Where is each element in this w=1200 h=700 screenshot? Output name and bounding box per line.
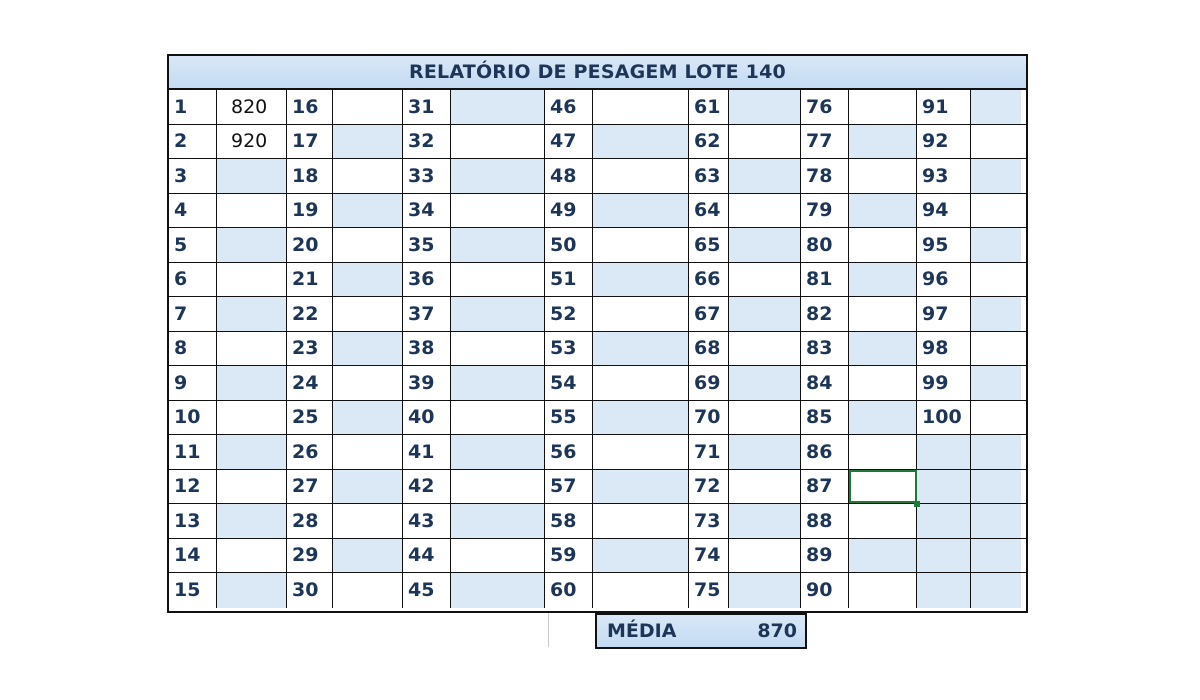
cell-weight[interactable] (729, 90, 801, 124)
cell-weight[interactable] (729, 504, 801, 538)
cell-weight[interactable]: 920 (217, 125, 287, 159)
cell-weight[interactable] (593, 332, 689, 366)
cell-number[interactable]: 22 (287, 297, 333, 331)
average-label: MÉDIA (607, 620, 677, 642)
cell-number[interactable]: 38 (403, 332, 451, 366)
cell-number[interactable]: 88 (801, 504, 849, 538)
cell-number[interactable]: 55 (545, 401, 593, 435)
cell-weight[interactable] (217, 366, 287, 400)
cell-weight[interactable] (729, 159, 801, 193)
cell-number[interactable]: 3 (169, 159, 217, 193)
cell-number[interactable]: 98 (917, 332, 971, 366)
weighing-report-sheet (167, 54, 1028, 613)
cell-number[interactable]: 47 (545, 125, 593, 159)
cell-number[interactable]: 39 (403, 366, 451, 400)
cell-number[interactable]: 16 (287, 90, 333, 124)
cell-weight[interactable] (333, 263, 403, 297)
cell-number[interactable] (917, 539, 971, 573)
cell-weight[interactable] (971, 366, 1021, 400)
cell-weight[interactable] (729, 435, 801, 469)
cell-weight[interactable] (451, 194, 545, 228)
table-row (169, 332, 1026, 367)
selected-cell[interactable] (849, 470, 917, 504)
cell-number[interactable]: 79 (801, 194, 849, 228)
table-row (169, 435, 1026, 470)
cell-weight[interactable] (971, 539, 1021, 573)
cell-weight[interactable] (593, 125, 689, 159)
cell-weight[interactable] (729, 125, 801, 159)
cell-weight[interactable] (333, 297, 403, 331)
cell-weight[interactable] (971, 263, 1021, 297)
cell-number[interactable]: 7 (169, 297, 217, 331)
cell-weight[interactable] (971, 194, 1021, 228)
cell-number[interactable]: 32 (403, 125, 451, 159)
cell-number[interactable]: 52 (545, 297, 593, 331)
cell-number[interactable]: 15 (169, 573, 217, 608)
cell-number[interactable]: 51 (545, 263, 593, 297)
cell-weight[interactable] (729, 366, 801, 400)
average-value: 870 (757, 620, 797, 642)
cell-number[interactable]: 97 (917, 297, 971, 331)
cell-number[interactable]: 5 (169, 228, 217, 262)
cell-number[interactable]: 96 (917, 263, 971, 297)
cell-weight[interactable] (333, 90, 403, 124)
cell-number[interactable]: 89 (801, 539, 849, 573)
cell-number[interactable]: 64 (689, 194, 729, 228)
cell-number[interactable]: 20 (287, 228, 333, 262)
cell-weight[interactable] (729, 297, 801, 331)
cell-weight[interactable] (217, 297, 287, 331)
cell-number[interactable]: 33 (403, 159, 451, 193)
cell-weight[interactable] (451, 573, 545, 608)
cell-weight[interactable] (971, 470, 1021, 504)
cell-number[interactable]: 95 (917, 228, 971, 262)
average-summary (595, 613, 807, 649)
cell-weight[interactable] (729, 194, 801, 228)
cell-weight[interactable] (849, 228, 917, 262)
cell-weight[interactable] (333, 573, 403, 608)
cell-weight[interactable] (729, 573, 801, 608)
cell-number[interactable]: 41 (403, 435, 451, 469)
cell-weight[interactable] (849, 435, 917, 469)
cell-number[interactable]: 81 (801, 263, 849, 297)
cell-number[interactable]: 94 (917, 194, 971, 228)
cell-weight[interactable] (217, 470, 287, 504)
cell-number[interactable]: 100 (917, 401, 971, 435)
cell-number[interactable]: 73 (689, 504, 729, 538)
cell-number[interactable]: 34 (403, 194, 451, 228)
cell-number[interactable]: 28 (287, 504, 333, 538)
cell-weight[interactable] (729, 332, 801, 366)
cell-number[interactable]: 84 (801, 366, 849, 400)
cell-weight[interactable] (971, 401, 1021, 435)
cell-weight[interactable] (729, 228, 801, 262)
cell-weight[interactable] (849, 194, 917, 228)
cell-weight[interactable] (217, 401, 287, 435)
cell-number[interactable]: 21 (287, 263, 333, 297)
cell-weight[interactable] (217, 159, 287, 193)
cell-number[interactable]: 71 (689, 435, 729, 469)
cell-weight[interactable] (451, 539, 545, 573)
cell-weight[interactable] (451, 435, 545, 469)
cell-number[interactable]: 35 (403, 228, 451, 262)
cell-weight[interactable] (849, 366, 917, 400)
cell-weight[interactable] (729, 470, 801, 504)
cell-number[interactable]: 45 (403, 573, 451, 608)
cell-number[interactable]: 69 (689, 366, 729, 400)
cell-number[interactable]: 80 (801, 228, 849, 262)
cell-weight[interactable] (849, 90, 917, 124)
cell-number[interactable]: 77 (801, 125, 849, 159)
table-row (169, 228, 1026, 263)
table-row (169, 539, 1026, 574)
cell-number[interactable]: 75 (689, 573, 729, 608)
cell-number[interactable]: 87 (801, 470, 849, 504)
cell-weight[interactable] (849, 125, 917, 159)
cell-weight[interactable] (593, 263, 689, 297)
weighing-grid (169, 90, 1026, 608)
cell-number[interactable]: 6 (169, 263, 217, 297)
cell-weight[interactable] (849, 332, 917, 366)
cell-weight[interactable] (333, 332, 403, 366)
cell-number[interactable]: 58 (545, 504, 593, 538)
cell-weight[interactable] (217, 573, 287, 608)
cell-number[interactable]: 61 (689, 90, 729, 124)
cell-number[interactable]: 62 (689, 125, 729, 159)
cell-number[interactable]: 76 (801, 90, 849, 124)
cell-weight[interactable] (593, 504, 689, 538)
cell-number[interactable]: 17 (287, 125, 333, 159)
cell-number[interactable]: 78 (801, 159, 849, 193)
cell-number[interactable]: 57 (545, 470, 593, 504)
cell-weight[interactable] (217, 228, 287, 262)
cell-weight[interactable] (217, 539, 287, 573)
cell-number[interactable]: 27 (287, 470, 333, 504)
cell-number[interactable]: 48 (545, 159, 593, 193)
cell-number[interactable]: 8 (169, 332, 217, 366)
cell-number[interactable]: 67 (689, 297, 729, 331)
cell-number[interactable] (917, 573, 971, 608)
table-row (169, 573, 1026, 608)
cell-number[interactable]: 99 (917, 366, 971, 400)
cell-weight[interactable] (333, 125, 403, 159)
cell-weight[interactable]: 820 (217, 90, 287, 124)
report-title: RELATÓRIO DE PESAGEM LOTE 140 (169, 56, 1026, 90)
cell-weight[interactable] (333, 366, 403, 400)
cell-weight[interactable] (849, 159, 917, 193)
cell-weight[interactable] (971, 504, 1021, 538)
cell-weight[interactable] (451, 366, 545, 400)
cell-weight[interactable] (217, 332, 287, 366)
table-row (169, 366, 1026, 401)
cell-number[interactable]: 9 (169, 366, 217, 400)
cell-weight[interactable] (971, 125, 1021, 159)
cell-number[interactable]: 50 (545, 228, 593, 262)
cell-number[interactable]: 31 (403, 90, 451, 124)
cell-number[interactable]: 46 (545, 90, 593, 124)
cell-weight[interactable] (333, 470, 403, 504)
table-row (169, 470, 1026, 505)
cell-number[interactable]: 66 (689, 263, 729, 297)
cell-number[interactable]: 93 (917, 159, 971, 193)
table-row (169, 297, 1026, 332)
cell-number[interactable]: 30 (287, 573, 333, 608)
cell-weight[interactable] (593, 470, 689, 504)
table-row (169, 125, 1026, 160)
cell-number[interactable]: 13 (169, 504, 217, 538)
cell-weight[interactable] (593, 90, 689, 124)
cell-weight[interactable] (451, 90, 545, 124)
cell-number[interactable]: 43 (403, 504, 451, 538)
cell-weight[interactable] (593, 539, 689, 573)
cell-weight[interactable] (971, 228, 1021, 262)
cell-weight[interactable] (333, 539, 403, 573)
cell-number[interactable]: 11 (169, 435, 217, 469)
cell-weight[interactable] (451, 332, 545, 366)
cell-weight[interactable] (593, 401, 689, 435)
cell-weight[interactable] (849, 263, 917, 297)
cell-number[interactable]: 59 (545, 539, 593, 573)
cell-number[interactable]: 10 (169, 401, 217, 435)
cell-number[interactable]: 29 (287, 539, 333, 573)
cell-number[interactable]: 14 (169, 539, 217, 573)
cell-number[interactable]: 12 (169, 470, 217, 504)
cell-number[interactable] (917, 435, 971, 469)
cell-number[interactable]: 42 (403, 470, 451, 504)
cell-weight[interactable] (593, 366, 689, 400)
cell-number[interactable]: 72 (689, 470, 729, 504)
cell-number[interactable] (917, 504, 971, 538)
cell-number[interactable]: 44 (403, 539, 451, 573)
table-row (169, 159, 1026, 194)
cell-weight[interactable] (593, 297, 689, 331)
cell-weight[interactable] (971, 435, 1021, 469)
cell-weight[interactable] (451, 263, 545, 297)
cell-weight[interactable] (333, 194, 403, 228)
table-row (169, 263, 1026, 298)
table-row (169, 90, 1026, 125)
cell-weight[interactable] (729, 263, 801, 297)
cell-number[interactable]: 65 (689, 228, 729, 262)
cell-weight[interactable] (849, 504, 917, 538)
cell-number[interactable]: 37 (403, 297, 451, 331)
cell-weight[interactable] (217, 194, 287, 228)
cell-weight[interactable] (971, 332, 1021, 366)
cell-weight[interactable] (451, 125, 545, 159)
cell-number[interactable]: 19 (287, 194, 333, 228)
cell-weight[interactable] (217, 263, 287, 297)
cell-number[interactable]: 74 (689, 539, 729, 573)
cell-number[interactable]: 85 (801, 401, 849, 435)
cell-weight[interactable] (849, 573, 917, 608)
cell-weight[interactable] (593, 159, 689, 193)
cell-weight[interactable] (971, 159, 1021, 193)
table-row (169, 401, 1026, 436)
cell-weight[interactable] (333, 504, 403, 538)
table-row (169, 504, 1026, 539)
cell-weight[interactable] (593, 194, 689, 228)
cell-number[interactable]: 68 (689, 332, 729, 366)
cell-weight[interactable] (729, 401, 801, 435)
cell-number[interactable]: 54 (545, 366, 593, 400)
cell-weight[interactable] (971, 90, 1021, 124)
cell-number[interactable]: 36 (403, 263, 451, 297)
table-row (169, 194, 1026, 229)
cell-weight[interactable] (451, 401, 545, 435)
cell-weight[interactable] (849, 539, 917, 573)
cell-number[interactable]: 92 (917, 125, 971, 159)
cell-weight[interactable] (333, 435, 403, 469)
cell-weight[interactable] (217, 435, 287, 469)
divider (548, 613, 549, 647)
cell-number[interactable]: 63 (689, 159, 729, 193)
cell-weight[interactable] (333, 159, 403, 193)
cell-number[interactable]: 18 (287, 159, 333, 193)
cell-number[interactable]: 23 (287, 332, 333, 366)
cell-number[interactable]: 2 (169, 125, 217, 159)
cell-number[interactable]: 24 (287, 366, 333, 400)
cell-number[interactable]: 1 (169, 90, 217, 124)
cell-number[interactable]: 26 (287, 435, 333, 469)
cell-weight[interactable] (971, 297, 1021, 331)
cell-weight[interactable] (217, 504, 287, 538)
cell-number[interactable]: 56 (545, 435, 593, 469)
cell-number[interactable]: 53 (545, 332, 593, 366)
cell-number[interactable]: 83 (801, 332, 849, 366)
cell-number[interactable]: 91 (917, 90, 971, 124)
cell-weight[interactable] (333, 401, 403, 435)
cell-weight[interactable] (451, 297, 545, 331)
cell-number[interactable]: 25 (287, 401, 333, 435)
cell-weight[interactable] (849, 401, 917, 435)
cell-number[interactable]: 4 (169, 194, 217, 228)
cell-weight[interactable] (451, 159, 545, 193)
cell-weight[interactable] (451, 504, 545, 538)
cell-weight[interactable] (729, 539, 801, 573)
cell-weight[interactable] (971, 573, 1021, 608)
cell-weight[interactable] (593, 435, 689, 469)
cell-weight[interactable] (593, 228, 689, 262)
cell-number[interactable]: 40 (403, 401, 451, 435)
cell-number[interactable]: 82 (801, 297, 849, 331)
cell-number[interactable]: 60 (545, 573, 593, 608)
cell-number[interactable]: 49 (545, 194, 593, 228)
cell-number[interactable]: 90 (801, 573, 849, 608)
cell-weight[interactable] (451, 228, 545, 262)
cell-weight[interactable] (849, 297, 917, 331)
cell-number[interactable]: 70 (689, 401, 729, 435)
cell-weight[interactable] (333, 228, 403, 262)
cell-weight[interactable] (593, 573, 689, 608)
cell-weight[interactable] (451, 470, 545, 504)
cell-number[interactable]: 86 (801, 435, 849, 469)
cell-number[interactable] (917, 470, 971, 504)
